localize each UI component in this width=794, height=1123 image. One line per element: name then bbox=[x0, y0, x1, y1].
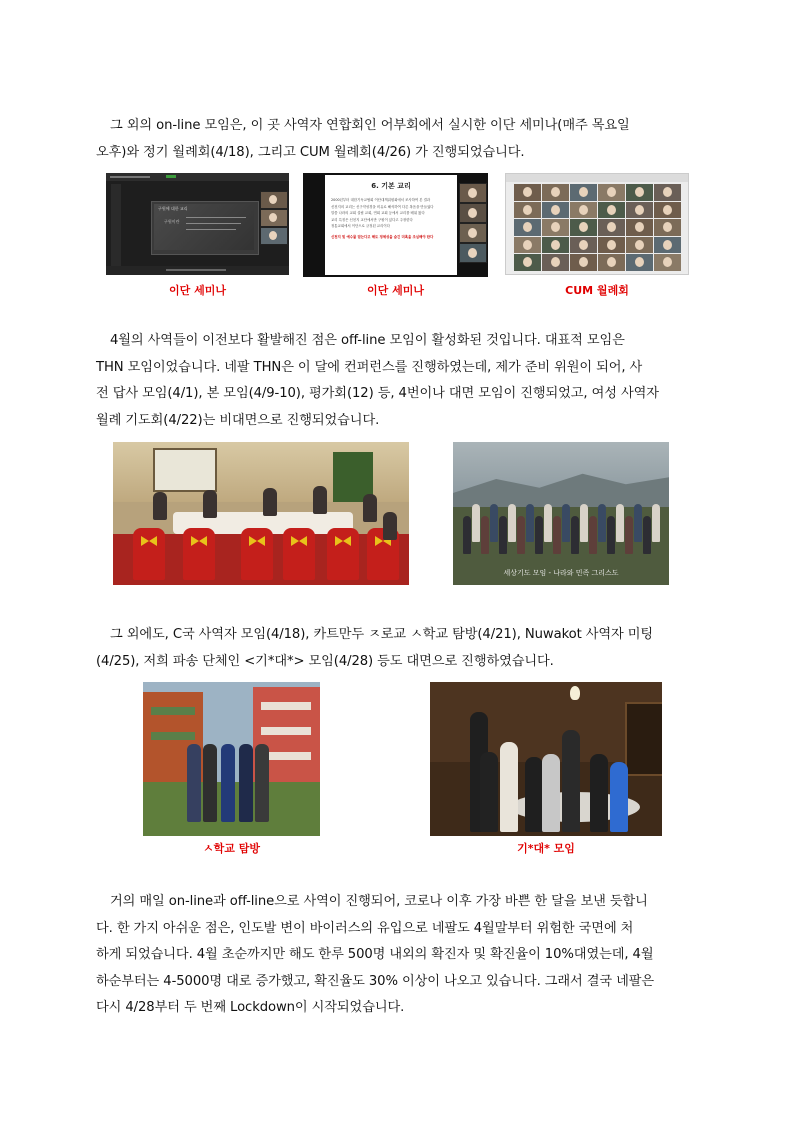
video-tile bbox=[542, 184, 569, 201]
participant-face bbox=[523, 257, 532, 267]
participant-face bbox=[663, 187, 672, 197]
member bbox=[542, 754, 560, 832]
attendee bbox=[203, 490, 217, 518]
conference-room-photo bbox=[113, 442, 409, 585]
person bbox=[508, 504, 516, 542]
person bbox=[535, 516, 543, 554]
video-tile bbox=[598, 202, 625, 219]
text-line: 하순부터는 4-5000명 대로 증가했고, 확진율도 30% 이상이 나오고 있습니다. 그래서 결국 네팔은 bbox=[96, 973, 655, 989]
participant-face bbox=[523, 240, 532, 250]
attendee bbox=[313, 486, 327, 514]
paragraph-offline-meetings bbox=[96, 328, 699, 434]
attendee bbox=[153, 492, 167, 520]
caption-school-visit: ㅅ학교 탐방 bbox=[203, 842, 260, 855]
video-tile bbox=[542, 237, 569, 254]
video-tile bbox=[514, 202, 541, 219]
paragraph-online-meetings bbox=[96, 113, 699, 166]
person bbox=[625, 516, 633, 554]
video-tile bbox=[654, 184, 681, 201]
video-tile bbox=[626, 237, 653, 254]
attendee bbox=[363, 494, 377, 522]
paragraph-other-meetings bbox=[96, 622, 699, 675]
person bbox=[652, 504, 660, 542]
slide-line: 교리 특징은 신천지 교단에서만 구원이 있다고 주장한다 bbox=[331, 217, 413, 222]
person bbox=[643, 516, 651, 554]
caption-heresy-seminar-2: 이단 세미나 bbox=[367, 284, 424, 297]
text-line: THN 모임이었습니다. 네팔 THN은 이 달에 컨퍼런스를 진행하였는데, 제가 준비 위원이 되어, 사 bbox=[96, 359, 643, 375]
group-outdoor-photo bbox=[453, 442, 669, 585]
video-tile bbox=[514, 219, 541, 236]
chair bbox=[183, 528, 215, 580]
text-line: 전 답사 모임(4/1), 본 모임(4/9-10), 평가회(12) 등, 4번이나 대면 모임이 진행되었고, 여성 사역자 bbox=[96, 386, 659, 401]
participant-face bbox=[663, 205, 672, 215]
video-tile bbox=[654, 254, 681, 271]
caption-cum-meeting: CUM 월례회 bbox=[565, 284, 629, 297]
chair-bow bbox=[335, 536, 351, 546]
person bbox=[562, 504, 570, 542]
chair bbox=[283, 528, 315, 580]
participant-face bbox=[607, 187, 616, 197]
video-tile bbox=[570, 237, 597, 254]
text-line: 그 외의 on-line 모임은, 이 곳 사역자 연합회인 어부회에서 실시한 이단 세미나(매주 목요일 bbox=[110, 118, 630, 133]
participant-face bbox=[607, 240, 616, 250]
person bbox=[472, 504, 480, 542]
participant-face bbox=[607, 257, 616, 267]
video-tile bbox=[626, 219, 653, 236]
video-tile bbox=[626, 184, 653, 201]
participant-face bbox=[579, 205, 588, 215]
attendee bbox=[263, 488, 277, 516]
member bbox=[480, 752, 498, 832]
person bbox=[526, 504, 534, 542]
visitor bbox=[255, 744, 269, 822]
zoom-seminar-screenshot-1 bbox=[106, 173, 289, 275]
member bbox=[590, 754, 608, 832]
participant-face bbox=[579, 240, 588, 250]
participant-face bbox=[635, 205, 644, 215]
attendee bbox=[383, 512, 397, 540]
member bbox=[525, 757, 543, 832]
participant-face bbox=[579, 222, 588, 232]
video-tile bbox=[654, 202, 681, 219]
slide-line: 정통교회에서 이단으로 규정된 교리이다 bbox=[331, 224, 390, 228]
participant-face bbox=[551, 257, 560, 267]
chair bbox=[327, 528, 359, 580]
participant-face bbox=[551, 187, 560, 197]
person bbox=[598, 504, 606, 542]
video-tile bbox=[542, 219, 569, 236]
paragraph-covid-update bbox=[96, 889, 699, 1022]
chair bbox=[133, 528, 165, 580]
text-line: 오후)와 정기 월례회(4/18), 그리고 CUM 월례회(4/26) 가 진행되었습니다. bbox=[96, 144, 525, 160]
participant-face bbox=[579, 257, 588, 267]
video-tile bbox=[542, 202, 569, 219]
video-tile bbox=[514, 237, 541, 254]
person bbox=[463, 516, 471, 554]
person bbox=[481, 516, 489, 554]
member bbox=[500, 742, 518, 832]
visitor bbox=[187, 744, 201, 822]
chair-bow bbox=[291, 536, 307, 546]
video-tile bbox=[598, 237, 625, 254]
video-tile bbox=[570, 254, 597, 271]
participant-face bbox=[551, 240, 560, 250]
zoom-seminar-screenshot-2 bbox=[303, 173, 488, 277]
person bbox=[553, 516, 561, 554]
slide-box-line: 구원이란 bbox=[164, 219, 180, 224]
participant-face bbox=[635, 240, 644, 250]
organization-meeting-photo bbox=[430, 682, 662, 836]
video-tile bbox=[654, 237, 681, 254]
text-line: 다. 한 가지 아쉬운 점은, 인도발 변이 바이러스의 유입으로 네팔도 4월말부터 위험한 국면에 처 bbox=[96, 920, 634, 936]
person bbox=[589, 516, 597, 554]
video-tile bbox=[542, 254, 569, 271]
participant-face bbox=[523, 222, 532, 232]
slide-title: 6. 기본 교리 bbox=[371, 182, 411, 190]
participant-face bbox=[635, 187, 644, 197]
chair bbox=[241, 528, 273, 580]
person bbox=[607, 516, 615, 554]
text-line: 4월의 사역들이 이전보다 활발해진 점은 off-line 모임이 활성화된 것입니다. 대표적 모임은 bbox=[110, 333, 625, 348]
video-tile bbox=[598, 184, 625, 201]
slide-line: 2000년부터 대한기독교협회 이단대책위원회에서 조사하여 본 결과 bbox=[331, 198, 431, 202]
video-tile bbox=[626, 202, 653, 219]
person bbox=[544, 504, 552, 542]
visitor bbox=[221, 744, 235, 822]
chair-bow bbox=[249, 536, 265, 546]
text-line: 다시 4/28부터 두 번째 Lockdown이 시작되었습니다. bbox=[96, 1000, 405, 1015]
participant-face bbox=[579, 187, 588, 197]
text-line: 거의 매일 on-line과 off-line으로 사역이 진행되어, 코로나 이후 가장 바쁜 한 달을 보낸 듯합니 bbox=[110, 894, 648, 909]
participant-face bbox=[663, 222, 672, 232]
participant-face bbox=[607, 222, 616, 232]
video-tile bbox=[570, 219, 597, 236]
member bbox=[610, 762, 628, 832]
slide-box-title: 구원에 대한 교리 bbox=[158, 206, 188, 211]
slide-line: 말씀 나라의 교회 설립 교회, 연회 교회 등에서 교리를 배워 왔다 bbox=[331, 211, 425, 215]
participant-face bbox=[663, 240, 672, 250]
caption-organization-meeting: 기*대* 모임 bbox=[517, 842, 575, 855]
text-line: 하게 되었습니다. 4월 초순까지만 해도 한루 500명 내외의 확진자 및 확진율이 10%대였는데, 4월 bbox=[96, 947, 654, 962]
participant-face bbox=[635, 222, 644, 232]
slide-red-line: 신천지 및 예수를 믿는다고 해도 정체성을 숨긴 미혹을 조심해야 한다 bbox=[331, 234, 434, 239]
person bbox=[634, 504, 642, 542]
video-tile bbox=[598, 254, 625, 271]
video-tile bbox=[654, 219, 681, 236]
participant-face bbox=[551, 222, 560, 232]
person bbox=[490, 504, 498, 542]
participant-face bbox=[523, 187, 532, 197]
video-tile bbox=[626, 254, 653, 271]
video-tile bbox=[570, 202, 597, 219]
chair-bow bbox=[141, 536, 157, 546]
visitor bbox=[239, 744, 253, 822]
text-line: 월례 기도회(4/22)는 비대면으로 진행되었습니다. bbox=[96, 412, 380, 428]
slide-line: 신천지의 교리는 신구약성경을 비유로 해석하여 다른 복음을 만들었다 bbox=[331, 204, 434, 209]
participant-face bbox=[523, 205, 532, 215]
video-tile bbox=[514, 254, 541, 271]
participant-face bbox=[607, 205, 616, 215]
participant-face bbox=[663, 257, 672, 267]
person bbox=[616, 504, 624, 542]
video-tile bbox=[570, 184, 597, 201]
video-tile bbox=[514, 184, 541, 201]
chair-bow bbox=[191, 536, 207, 546]
text-line: 그 외에도, C국 사역자 모임(4/18), 카트만두 ㅈ로교 ㅅ학교 탐방(4/21), Nuwakot 사역자 미팅 bbox=[110, 627, 654, 642]
person bbox=[580, 504, 588, 542]
photo-overlay-text: 세상기도 모임 - 나라와 민족 그리스도 bbox=[503, 569, 619, 577]
video-tile bbox=[598, 219, 625, 236]
person bbox=[571, 516, 579, 554]
text-line: (4/25), 저희 파송 단체인 <기*대*> 모임(4/28) 등도 대면으로 진행하였습니다. bbox=[96, 653, 554, 669]
cum-meeting-screenshot bbox=[505, 173, 689, 275]
person bbox=[499, 516, 507, 554]
school-visit-photo bbox=[143, 682, 320, 836]
caption-heresy-seminar-1: 이단 세미나 bbox=[169, 284, 226, 297]
person bbox=[517, 516, 525, 554]
member bbox=[562, 730, 580, 832]
visitor bbox=[203, 744, 217, 822]
participant-face bbox=[551, 205, 560, 215]
participant-face bbox=[635, 257, 644, 267]
